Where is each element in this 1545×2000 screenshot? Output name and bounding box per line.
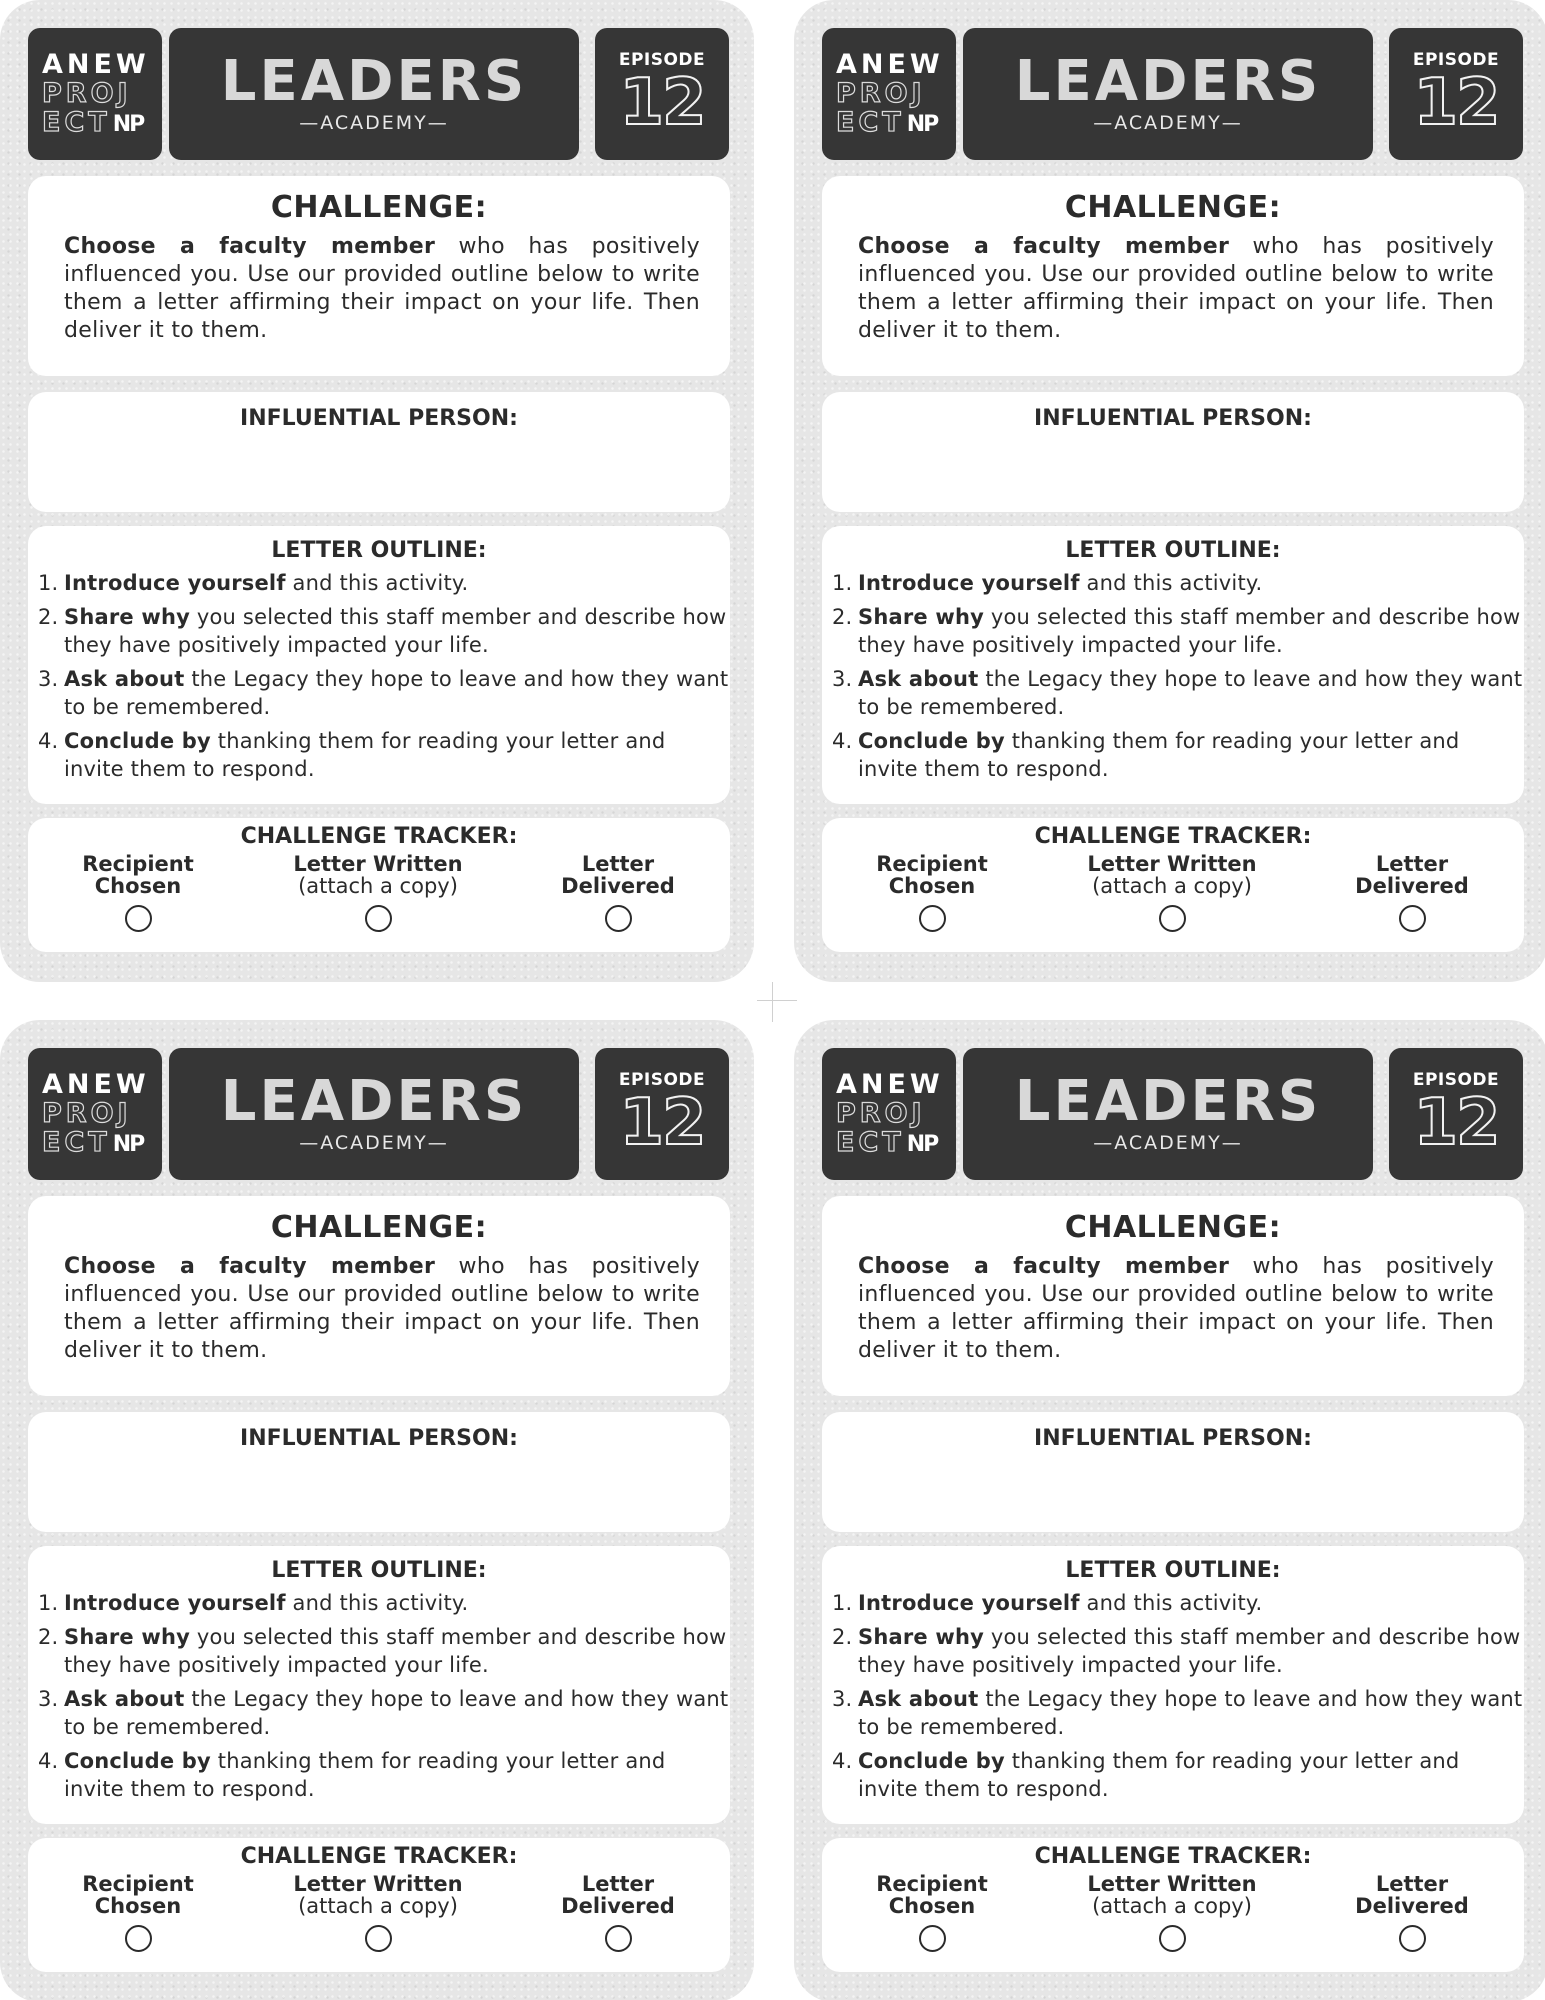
outline-number: 4. [38, 1749, 59, 1773]
tracker-letter-delivered [518, 853, 718, 932]
outline-text: thanking them for reading your letter and invite them to respond. [64, 1749, 666, 1801]
challenge-tracker-heading: CHALLENGE TRACKER: [1034, 824, 1312, 849]
influential-person-panel[interactable] [28, 392, 730, 512]
np-logo-mark: NP [906, 1132, 938, 1157]
letter-delivered-checkbox[interactable] [1399, 905, 1426, 932]
tracker-sublabel: Delivered [1355, 1894, 1469, 1918]
tracker-label: Recipient [82, 852, 194, 876]
challenge-card [794, 0, 1545, 982]
challenge-description [64, 1253, 700, 1365]
outline-item [830, 1685, 1524, 1741]
episode-badge [1389, 1048, 1523, 1180]
challenge-panel [822, 176, 1524, 376]
outline-item [36, 1685, 730, 1741]
tracker-sublabel: (attach a copy) [298, 874, 458, 898]
letter-written-checkbox[interactable] [1159, 905, 1186, 932]
logo-line-3 [42, 108, 162, 137]
title-leaders: LEADERS [1014, 1069, 1322, 1134]
letter-outline-heading: LETTER OUTLINE: [271, 538, 487, 563]
title-leaders: LEADERS [220, 1069, 528, 1134]
outline-item [830, 727, 1524, 783]
tracker-recipient-chosen [38, 853, 238, 932]
tracker-label: Letter Written [293, 1872, 463, 1896]
tracker-label: Letter Written [1087, 852, 1257, 876]
outline-item [36, 1589, 730, 1617]
anew-project-logo [28, 1048, 162, 1180]
tracker-label: Letter [581, 852, 655, 876]
outline-text: you selected this staff member and describe how they have positively impacted your life. [858, 1625, 1521, 1677]
tracker-sublabel: Delivered [1355, 874, 1469, 898]
crop-mark [772, 982, 773, 1022]
outline-item [830, 1623, 1524, 1679]
logo-line-1: ANEW [836, 49, 944, 80]
tracker-sublabel: Chosen [94, 874, 182, 898]
outline-item [830, 603, 1524, 659]
outline-number: 1. [832, 571, 853, 595]
logo-line-1: ANEW [42, 49, 150, 80]
challenge-panel [822, 1196, 1524, 1396]
challenge-bold-lead: Choose a faculty member [64, 1254, 436, 1279]
tracker-label: Letter Written [293, 852, 463, 876]
episode-number: 12 [619, 1086, 705, 1160]
outline-list [830, 1589, 1524, 1803]
logo-line-3-text: ECT [42, 1127, 111, 1158]
letter-delivered-checkbox[interactable] [605, 905, 632, 932]
outline-bold: Share why [858, 605, 984, 629]
outline-item [830, 1747, 1524, 1803]
tracker-recipient-chosen [832, 853, 1032, 932]
outline-number: 3. [38, 667, 59, 691]
np-logo-mark: NP [906, 112, 938, 137]
tracker-label: Letter [1375, 1872, 1449, 1896]
challenge-tracker-panel [28, 1838, 730, 1972]
challenge-tracker-panel [822, 818, 1524, 952]
title-academy: —ACADEMY— [1093, 112, 1243, 134]
episode-number: 12 [619, 66, 705, 140]
outline-text: and this activity. [285, 1591, 469, 1615]
outline-bold: Conclude by [64, 729, 211, 753]
challenge-heading: CHALLENGE: [1064, 190, 1282, 225]
challenge-heading: CHALLENGE: [1064, 1210, 1282, 1245]
outline-text: the Legacy they hope to leave and how they want to be remembered. [64, 667, 729, 719]
tracker-sublabel: Delivered [561, 874, 675, 898]
outline-number: 2. [38, 1625, 59, 1649]
challenge-card [0, 1020, 754, 2000]
influential-person-heading: INFLUENTIAL PERSON: [1034, 1426, 1312, 1451]
letter-outline-panel [28, 1546, 730, 1824]
influential-person-heading: INFLUENTIAL PERSON: [240, 406, 518, 431]
tracker-letter-delivered [1312, 1873, 1512, 1952]
challenge-tracker-heading: CHALLENGE TRACKER: [1034, 1844, 1312, 1869]
np-logo-mark: NP [112, 112, 144, 137]
logo-line-2: PROJ [42, 78, 132, 109]
tracker-sublabel: Chosen [888, 874, 976, 898]
challenge-panel [28, 176, 730, 376]
tracker-sublabel: Chosen [94, 1894, 182, 1918]
letter-outline-heading: LETTER OUTLINE: [1065, 1558, 1281, 1583]
outline-number: 4. [832, 729, 853, 753]
outline-bold: Ask about [64, 1687, 185, 1711]
episode-number: 12 [1413, 66, 1499, 140]
influential-person-panel[interactable] [822, 392, 1524, 512]
logo-line-3-text: ECT [836, 1127, 905, 1158]
outline-text: you selected this staff member and describe how they have positively impacted your life. [64, 1625, 727, 1677]
tracker-label: Letter [581, 1872, 655, 1896]
outline-text: thanking them for reading your letter and invite them to respond. [858, 1749, 1460, 1801]
letter-outline-panel [822, 526, 1524, 804]
outline-item [36, 727, 730, 783]
tracker-letter-written [278, 1873, 478, 1952]
episode-badge [595, 28, 729, 160]
outline-number: 1. [38, 1591, 59, 1615]
outline-number: 4. [832, 1749, 853, 1773]
outline-list [36, 1589, 730, 1803]
outline-bold: Share why [858, 1625, 984, 1649]
tracker-columns [28, 1869, 730, 1965]
recipient-chosen-checkbox[interactable] [125, 905, 152, 932]
challenge-card [0, 0, 754, 982]
logo-line-3-text: ECT [42, 107, 111, 138]
logo-line-1: ANEW [42, 1069, 150, 1100]
outline-text: thanking them for reading your letter and invite them to respond. [858, 729, 1460, 781]
tracker-label: Recipient [876, 852, 988, 876]
tracker-sublabel: Chosen [888, 1894, 976, 1918]
outline-text: and this activity. [285, 571, 469, 595]
tracker-columns [822, 1869, 1524, 1965]
challenge-body: who has positively influenced you. Use our provided outline below to write them a letter affirming their impact on your life. Then deliver it to them. [858, 1254, 1494, 1363]
challenge-heading: CHALLENGE: [270, 1210, 488, 1245]
crop-mark [757, 1000, 797, 1001]
outline-text: the Legacy they hope to leave and how they want to be remembered. [64, 1687, 729, 1739]
influential-person-panel[interactable] [28, 1412, 730, 1532]
title-academy: —ACADEMY— [299, 112, 449, 134]
tracker-sublabel: (attach a copy) [1092, 1894, 1252, 1918]
tracker-columns [28, 849, 730, 945]
outline-number: 3. [38, 1687, 59, 1711]
outline-number: 4. [38, 729, 59, 753]
title-leaders: LEADERS [220, 49, 528, 114]
outline-bold: Share why [64, 605, 190, 629]
episode-badge [595, 1048, 729, 1180]
title-banner [963, 28, 1373, 160]
challenge-card [794, 1020, 1545, 2000]
outline-bold: Conclude by [858, 1749, 1005, 1773]
title-academy: —ACADEMY— [299, 1132, 449, 1154]
anew-project-logo [28, 28, 162, 160]
challenge-description [858, 233, 1494, 345]
anew-project-logo [822, 28, 956, 160]
letter-outline-panel [28, 526, 730, 804]
logo-line-3 [836, 108, 956, 137]
episode-label: EPISODE [1412, 50, 1500, 70]
tracker-recipient-chosen [38, 1873, 238, 1952]
outline-item [830, 665, 1524, 721]
outline-item [36, 569, 730, 597]
outline-number: 2. [38, 605, 59, 629]
outline-bold: Conclude by [64, 1749, 211, 1773]
tracker-label: Recipient [876, 1872, 988, 1896]
outline-text: you selected this staff member and describe how they have positively impacted your life. [64, 605, 727, 657]
challenge-tracker-panel [822, 1838, 1524, 1972]
outline-item [36, 603, 730, 659]
outline-text: the Legacy they hope to leave and how they want to be remembered. [858, 667, 1523, 719]
outline-item [36, 1747, 730, 1803]
outline-number: 3. [832, 1687, 853, 1711]
logo-line-1: ANEW [836, 1069, 944, 1100]
tracker-letter-written [1072, 1873, 1272, 1952]
logo-line-2: PROJ [836, 1098, 926, 1129]
outline-number: 3. [832, 667, 853, 691]
logo-line-3 [42, 1128, 162, 1157]
challenge-tracker-heading: CHALLENGE TRACKER: [240, 1844, 518, 1869]
tracker-letter-delivered [1312, 853, 1512, 932]
title-banner [963, 1048, 1373, 1180]
challenge-tracker-heading: CHALLENGE TRACKER: [240, 824, 518, 849]
challenge-heading: CHALLENGE: [270, 190, 488, 225]
challenge-description [858, 1253, 1494, 1365]
tracker-label: Letter Written [1087, 1872, 1257, 1896]
letter-delivered-checkbox[interactable] [605, 1925, 632, 1952]
logo-line-3 [836, 1128, 956, 1157]
challenge-bold-lead: Choose a faculty member [64, 234, 436, 259]
outline-item [830, 569, 1524, 597]
outline-text: and this activity. [1079, 571, 1263, 595]
outline-bold: Introduce yourself [64, 571, 286, 595]
outline-list [830, 569, 1524, 783]
episode-label: EPISODE [1412, 1070, 1500, 1090]
outline-number: 2. [832, 1625, 853, 1649]
outline-bold: Introduce yourself [858, 1591, 1080, 1615]
outline-bold: Ask about [858, 667, 979, 691]
tracker-recipient-chosen [832, 1873, 1032, 1952]
episode-label: EPISODE [618, 50, 706, 70]
title-banner [169, 1048, 579, 1180]
title-leaders: LEADERS [1014, 49, 1322, 114]
letter-outline-panel [822, 1546, 1524, 1824]
logo-line-2: PROJ [42, 1098, 132, 1129]
challenge-bold-lead: Choose a faculty member [858, 1254, 1230, 1279]
outline-item [830, 1589, 1524, 1617]
outline-bold: Introduce yourself [858, 571, 1080, 595]
tracker-letter-written [1072, 853, 1272, 932]
tracker-columns [822, 849, 1524, 945]
letter-outline-heading: LETTER OUTLINE: [271, 1558, 487, 1583]
letter-written-checkbox[interactable] [365, 1925, 392, 1952]
challenge-bold-lead: Choose a faculty member [858, 234, 1230, 259]
tracker-letter-written [278, 853, 478, 932]
influential-person-heading: INFLUENTIAL PERSON: [1034, 406, 1312, 431]
outline-list [36, 569, 730, 783]
tracker-label: Recipient [82, 1872, 194, 1896]
outline-item [36, 665, 730, 721]
outline-text: you selected this staff member and describe how they have positively impacted your life. [858, 605, 1521, 657]
outline-number: 1. [38, 571, 59, 595]
anew-project-logo [822, 1048, 956, 1180]
influential-person-heading: INFLUENTIAL PERSON: [240, 1426, 518, 1451]
outline-bold: Ask about [64, 667, 185, 691]
outline-bold: Conclude by [858, 729, 1005, 753]
tracker-letter-delivered [518, 1873, 718, 1952]
outline-number: 2. [832, 605, 853, 629]
title-academy: —ACADEMY— [1093, 1132, 1243, 1154]
challenge-body: who has positively influenced you. Use our provided outline below to write them a letter affirming their impact on your life. Then deliver it to them. [64, 234, 700, 343]
tracker-label: Letter [1375, 852, 1449, 876]
letter-delivered-checkbox[interactable] [1399, 1925, 1426, 1952]
episode-number: 12 [1413, 1086, 1499, 1160]
letter-outline-heading: LETTER OUTLINE: [1065, 538, 1281, 563]
np-logo-mark: NP [112, 1132, 144, 1157]
title-banner [169, 28, 579, 160]
outline-text: and this activity. [1079, 1591, 1263, 1615]
letter-written-checkbox[interactable] [1159, 1925, 1186, 1952]
outline-text: the Legacy they hope to leave and how they want to be remembered. [858, 1687, 1523, 1739]
tracker-sublabel: (attach a copy) [1092, 874, 1252, 898]
outline-bold: Ask about [858, 1687, 979, 1711]
outline-bold: Share why [64, 1625, 190, 1649]
logo-line-3-text: ECT [836, 107, 905, 138]
logo-line-2: PROJ [836, 78, 926, 109]
challenge-tracker-panel [28, 818, 730, 952]
episode-label: EPISODE [618, 1070, 706, 1090]
episode-badge [1389, 28, 1523, 160]
recipient-chosen-checkbox[interactable] [125, 1925, 152, 1952]
challenge-description [64, 233, 700, 345]
outline-text: thanking them for reading your letter and invite them to respond. [64, 729, 666, 781]
letter-written-checkbox[interactable] [365, 905, 392, 932]
outline-bold: Introduce yourself [64, 1591, 286, 1615]
challenge-body: who has positively influenced you. Use our provided outline below to write them a letter affirming their impact on your life. Then deliver it to them. [858, 234, 1494, 343]
outline-item [36, 1623, 730, 1679]
challenge-panel [28, 1196, 730, 1396]
recipient-chosen-checkbox[interactable] [919, 905, 946, 932]
outline-number: 1. [832, 1591, 853, 1615]
recipient-chosen-checkbox[interactable] [919, 1925, 946, 1952]
tracker-sublabel: Delivered [561, 1894, 675, 1918]
challenge-body: who has positively influenced you. Use our provided outline below to write them a letter affirming their impact on your life. Then deliver it to them. [64, 1254, 700, 1363]
tracker-sublabel: (attach a copy) [298, 1894, 458, 1918]
influential-person-panel[interactable] [822, 1412, 1524, 1532]
